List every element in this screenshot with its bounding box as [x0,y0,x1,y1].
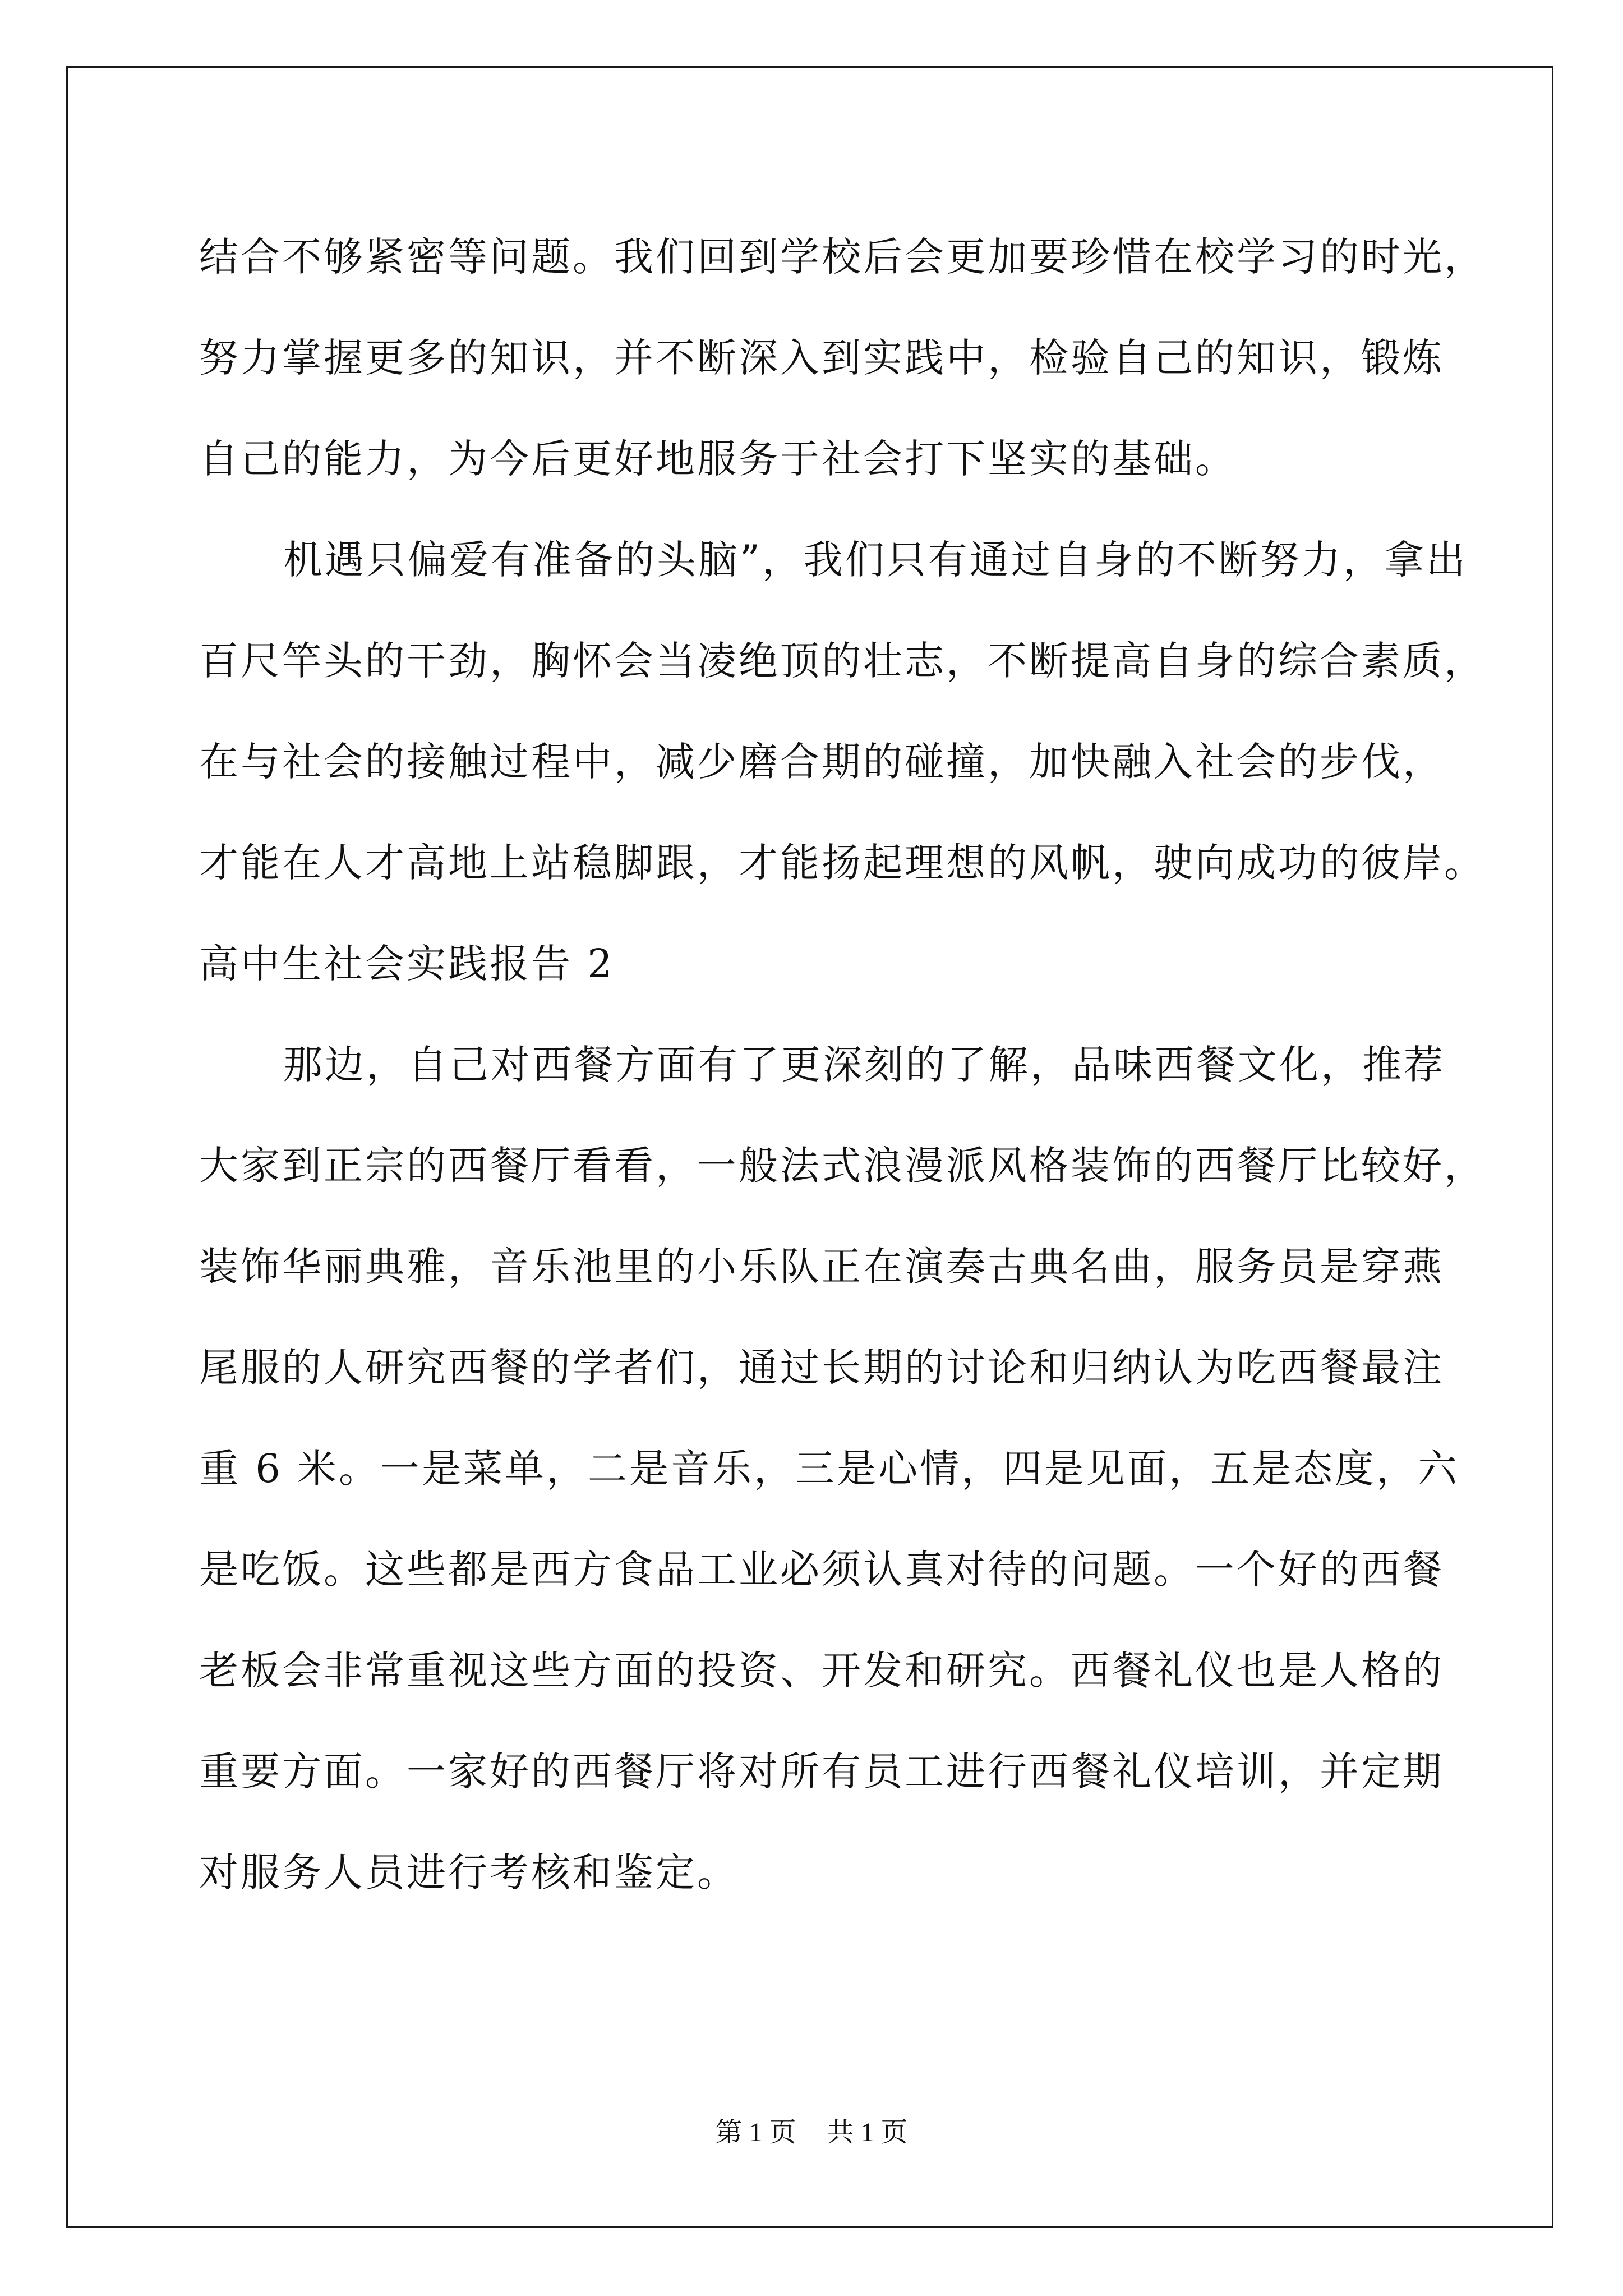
text-line: 重 6 米。一是菜单，二是音乐，三是心情，四是见面，五是态度，六 [199,1446,1460,1492]
text-line: 对服务人员进行考核和鉴定。 [199,1849,739,1895]
text-line: 自己的能力，为今后更好地服务于社会打下坚实的基础。 [199,436,1237,482]
text-line: 努力掌握更多的知识，并不断深入到实践中，检验自己的知识，锻炼 [199,335,1444,381]
text-line: 重要方面。一家好的西餐厅将对所有员工进行西餐礼仪培训，并定期 [199,1749,1444,1795]
page-number: 第 1 页 [715,2118,796,2147]
text-line: 才能在人才高地上站稳脚跟，才能扬起理想的风帆，驶向成功的彼岸。 [199,840,1486,886]
text-line: 装饰华丽典雅，音乐池里的小乐队正在演奏古典名曲，服务员是穿燕 [199,1244,1444,1290]
text-line: 结合不够紧密等问题。我们回到学校后会更加要珍惜在校学习的时光， [199,234,1486,280]
document-body [199,206,1486,1923]
text-line: 在与社会的接触过程中，减少磨合期的碰撞，加快融入社会的步伐， [199,739,1444,785]
text-line: 老板会非常重视这些方面的投资、开发和研究。西餐礼仪也是人格的 [199,1648,1444,1694]
section-heading: 高中生社会实践报告 2 [199,941,615,987]
text-line: 百尺竿头的干劲，胸怀会当凌绝顶的壮志，不断提高自身的综合素质， [199,638,1486,684]
text-line: 是吃饭。这些都是西方食品工业必须认真对待的问题。一个好的西餐 [199,1547,1444,1593]
text-line: 大家到正宗的西餐厅看看，一般法式浪漫派风格装饰的西餐厅比较好， [199,1143,1486,1189]
page-total: 共 1 页 [827,2118,908,2147]
paragraph-start-line: 那边，自己对西餐方面有了更深刻的了解，品味西餐文化，推荐 [283,1042,1445,1088]
page-footer [0,2116,1623,2150]
text-line: 尾服的人研究西餐的学者们，通过长期的讨论和归纳认为吃西餐最注 [199,1345,1444,1391]
paragraph-start-line: 机遇只偏爱有准备的头脑”，我们只有通过自身的不断努力，拿出 [283,537,1468,583]
